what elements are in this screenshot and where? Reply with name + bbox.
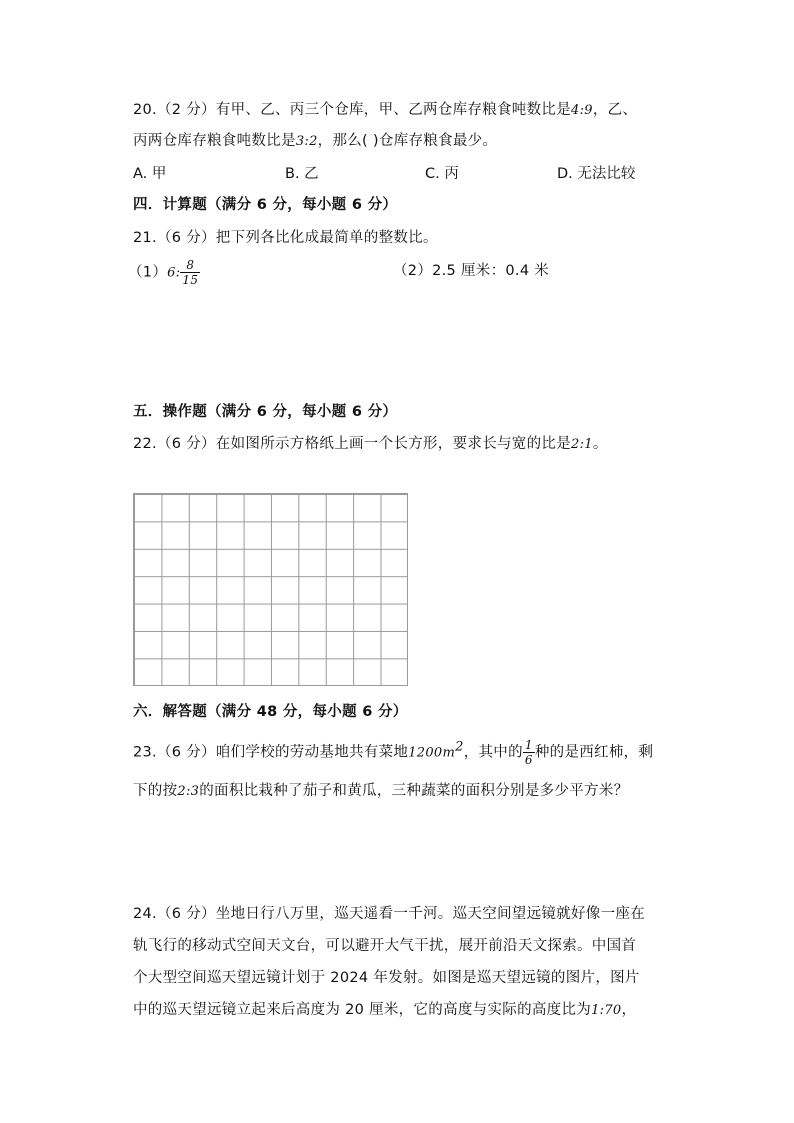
- section5-title: 五．操作题（满分 6 分，每小题 6 分）: [133, 404, 398, 420]
- section4-title: 四．计算题（满分 6 分，每小题 6 分）: [133, 197, 398, 213]
- q22-text: 22.（6 分）在如图所示方格纸上画一个长方形，要求长与宽的比是2:1。: [133, 436, 608, 452]
- q24-line4: 中的巡天望远镜立起来后高度为 20 厘米，它的高度与实际的高度比为1:70，: [133, 1002, 637, 1018]
- q20-line2: 丙两仓库存粮食吨数比是3:2，那么( )仓库存粮食最少。: [133, 133, 498, 149]
- section6-title: 六．解答题（满分 48 分，每小题 6 分）: [133, 704, 408, 720]
- q20-option-c: C. 丙: [425, 166, 459, 182]
- q23-line1: 23.（6 分）咱们学校的劳动基地共有菜地$1200m^2$，其中的 $\frac{1}{6}$ 种的是西红柿，剩: [133, 738, 654, 767]
- q20-option-a: A. 甲: [133, 166, 167, 182]
- q24-line3: 个大型空间巡天望远镜计划于 2024 年发射。如图是巡天望远镜的图片，图片: [133, 970, 640, 986]
- q23-fraction: $\frac{1}{6}$: [524, 738, 533, 767]
- q20-ratio2: 3:2: [295, 134, 318, 149]
- q20-option-d: D. 无法比较: [557, 166, 636, 182]
- q20-ratio1: 4:9: [571, 103, 593, 118]
- q21-text: 21.（6 分）把下列各比化成最简单的整数比。: [133, 230, 438, 246]
- q21-part2: （2）2.5 厘米：0.4 米: [393, 263, 550, 279]
- q24-line2: 轨飞行的移动式空间天文台，可以避开大气干扰，展开前沿天文探索。中国首: [133, 938, 637, 954]
- square-grid-paper: [133, 493, 408, 686]
- q21-fraction: $\frac{8}{15}$: [182, 258, 199, 287]
- q24-line1: 24.（6 分）坐地日行八万里，巡天遥看一千河。巡天空间望远镜就好像一座在: [133, 906, 645, 922]
- q21-part1: （1）6: $\frac{8}{15}$: [128, 258, 199, 287]
- q20-option-b: B. 乙: [285, 166, 319, 182]
- q20-line1: 20.（2 分）有甲、乙、丙三个仓库，甲、乙两仓库存粮食吨数比是4:9，乙、: [133, 102, 638, 118]
- q23-line2: 下的按2:3的面积比栽种了茄子和黄瓜，三种蔬菜的面积分别是多少平方米？: [133, 783, 629, 799]
